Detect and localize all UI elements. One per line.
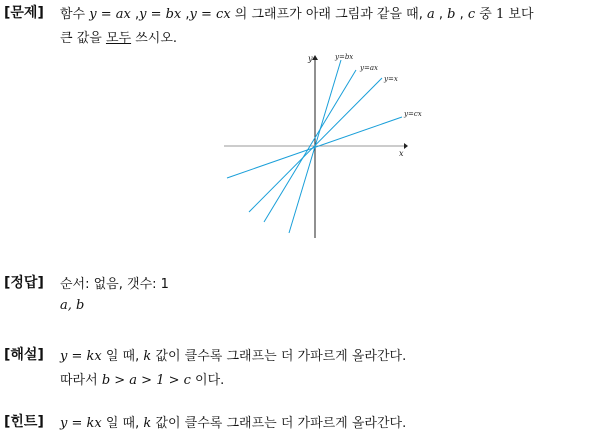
hint-tag: [힌트]: [4, 414, 44, 430]
y-axis-arrow: [312, 55, 318, 60]
separator: ,: [130, 7, 140, 22]
problem-text: 함수: [60, 7, 90, 22]
underlined-word: 모두: [105, 31, 132, 46]
hint-text: 값이 클수록 그래프는 더 가파르게 올라간다.: [151, 416, 407, 431]
answer-value: a, b: [60, 298, 85, 313]
proportion-graph: [214, 48, 434, 248]
problem-text: 의 그래프가 아래 그림과 같을 때,: [230, 7, 427, 22]
problem-line-2: [60, 27, 177, 46]
explanation-text: 이다.: [190, 373, 225, 388]
label-ax: y=ax: [360, 64, 378, 72]
function-kx: y = kx: [60, 349, 102, 364]
function-cx: y = cx: [189, 7, 231, 22]
explanation-line-1: [60, 345, 406, 364]
inequality: b > a > 1 > c: [101, 373, 191, 388]
explanation-text: 따라서: [60, 373, 102, 388]
x-axis-arrow: [404, 143, 408, 149]
separator: ,: [434, 7, 448, 22]
hint-text: 일 때,: [101, 416, 144, 431]
number-one: 1: [496, 7, 505, 22]
function-ax: y = ax: [89, 7, 131, 22]
label-bx: y=bx: [335, 53, 354, 61]
explanation-text: 값이 클수록 그래프는 더 가파르게 올라간다.: [151, 349, 407, 364]
x-axis-label: x: [399, 149, 404, 158]
label-x: y=x: [384, 75, 398, 83]
variable-k: k: [143, 349, 152, 364]
y-axis-label: y: [308, 54, 313, 63]
function-kx: y = kx: [60, 416, 102, 431]
variable-b: b: [447, 7, 456, 22]
separator: ,: [181, 7, 190, 22]
label-cx: y=cx: [404, 110, 422, 118]
problem-tag: [문제]: [4, 5, 44, 21]
variable-k: k: [143, 416, 152, 431]
problem-text: 쓰시오.: [131, 31, 178, 46]
variable-a: a: [426, 7, 435, 22]
answer-meta: 순서: 없음, 갯수: 1: [60, 277, 169, 292]
variable-c: c: [467, 7, 476, 22]
function-bx: y = bx: [139, 7, 182, 22]
hint-line-1: [60, 412, 406, 431]
explanation-tag: [해설]: [4, 347, 44, 363]
answer-tag: [정답]: [4, 275, 44, 291]
problem-text: 중: [475, 7, 496, 22]
explanation-line-2: [60, 369, 224, 388]
problem-line-1: [60, 3, 534, 22]
separator: ,: [455, 7, 468, 22]
problem-text: 보다: [504, 7, 534, 22]
problem-text: 큰 값을: [60, 31, 106, 46]
explanation-text: 일 때,: [101, 349, 144, 364]
